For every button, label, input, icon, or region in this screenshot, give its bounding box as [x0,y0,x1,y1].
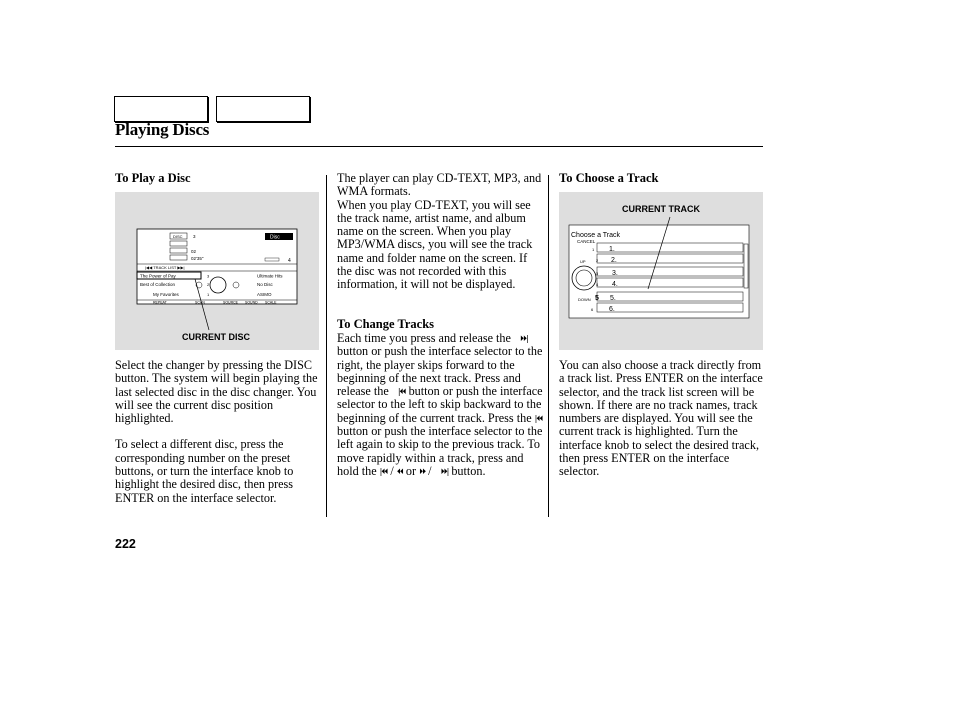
folder-number: 4 [288,258,291,264]
time-readout: 02'35" [191,256,204,261]
separator-slash-2: / [428,463,432,478]
col1-body [115,359,321,518]
title-rule [115,146,763,147]
disc-list-num-3: 1 [207,292,210,297]
track-item-1: 1. [609,246,615,253]
change-tracks-text-2: button or push the interface selector to the right, the player skips forward to the beginning of the next track. Press and release the [337,344,543,399]
skip-back-icon-2: |⏴⏴ [534,413,543,423]
header-tab-box-2 [216,96,310,122]
disc-list-name-2: Best of Collection [140,282,176,287]
disc-screen-figure [115,192,319,350]
screen-bottom-source: SOURCE [223,300,238,305]
section-heading-choose-track: To Choose a Track [559,171,659,185]
disc-list-right-1: Ultimate Hits [257,273,283,279]
preset-number-4: 4 [596,282,599,287]
up-label: UP [580,259,586,264]
track-list-scrollbar [744,244,748,288]
disc-list-right-2: No Disc [257,282,273,287]
skip-forward-icon-2: ⏵⏵| [440,466,449,476]
track-item-4: 4. [612,281,618,288]
current-track-label: CURRENT TRACK [622,204,700,214]
down-label: DOWN [578,297,591,302]
svg-text:|◀◀ TRACK LIST ▶▶|: |◀◀ TRACK LIST ▶▶| [145,265,185,270]
disc-number: 3 [193,234,196,239]
col1-paragraph-2: To select a different disc, press the corresponding number on the preset buttons, or turn the interface knob to highlight the desired disc, then press ENTER on the interface selector. [115,437,294,505]
track-number: 02 [191,249,197,254]
change-tracks-text-6: button. [451,463,486,478]
col2-tracks-body [337,332,543,478]
col1-paragraph-1: Select the changer by pressing the DISC button. The system will begin playing the last selected disc in the disc changer. You will see the current disc position highlighted. [115,358,318,426]
track-item-6: 6. [609,306,615,313]
choose-track-title: Choose a Track [571,232,621,239]
disc-list-num-2: 2 [207,282,210,287]
skip-back-icon: |⏴⏴ [397,387,406,397]
preset-number-5: 5 [595,295,599,302]
track-item-3: 3. [612,270,618,277]
header-tab-box-1 [114,96,208,122]
disc-list-num-1: 3 [207,273,210,279]
change-tracks-text-5: To move rapidly within a track, press and hold the [337,437,541,478]
disc-field-label: DISC [173,234,183,239]
column-divider-2 [548,175,549,517]
change-tracks-text-3: button or push the interface selector to the left to skip backward to the beginning of the current track. Press the [337,384,543,425]
change-tracks-text-4: button or push the interface selector to the left again to skip to the previous track. [337,424,543,452]
fast-forward-icon: ⏵⏵ [419,466,426,476]
col3-body [559,359,763,492]
change-tracks-text-1: Each time you press and release the [337,331,511,345]
or-text: or [405,463,417,478]
screen-bottom-repeat: REPEAT [153,300,167,305]
disc-list-name-1: The Power of Pay [140,273,176,279]
interface-knob [210,277,226,293]
disc-badge: Disc [270,234,280,241]
track-item-2: 2. [611,257,617,264]
page-title: Playing Discs [115,120,210,139]
screen-bottom-scale: SCALE [265,300,277,305]
track-screen-illustration [559,192,763,350]
section-heading-change-tracks: To Change Tracks [337,317,435,331]
disc-screen-illustration [115,192,319,350]
selector-knob-inner [576,270,592,286]
rewind-icon: ⏴⏴ [396,466,403,476]
preset-number-1: 1 [592,247,595,252]
cancel-label: CANCEL [577,239,596,244]
preset-number-2: 2 [596,258,599,263]
track-item-5: 5. [610,295,616,302]
col3-paragraph-1: You can also choose a track directly from a track list. Press ENTER on the interface selector, and the track list screen will be shown. If there are no track names, track numbers are displayed. You will see the current track is highlighted. Turn the interface knob to select the desired track, then press ENTER on the interface selector. [559,358,763,479]
preset-number-3: 3 [596,271,599,276]
skip-back-icon-3: |⏴⏴ [379,466,388,476]
current-disc-label: CURRENT DISC [182,332,251,342]
disc-list-name-3: My Favorites [153,292,179,297]
screen-bottom-sound: SOUND [245,300,258,305]
preset-number-6: 6 [591,307,594,312]
column-divider-1 [326,175,327,517]
screen-bottom-scan: SCAN [195,300,205,305]
section-heading-play-disc: To Play a Disc [115,171,191,185]
page-number: 222 [115,537,136,551]
col2-paragraph-2: When you play CD-TEXT, you will see the track name, artist name, and album name on the screen. When you play MP3/WMA discs, you will see the track name and folder name on the screen. If the disc was not recorded with this information, it will not be displayed. [337,197,533,292]
separator-slash-1: / [390,463,394,478]
skip-forward-icon: ⏵⏵| [520,334,528,343]
col2-paragraph-1: The player can play CD-TEXT, MP3, and WMA formats. [337,171,542,199]
disc-list-right-3: ASIMO [257,292,272,297]
track-screen-figure [559,192,763,350]
col2-intro [337,172,543,292]
